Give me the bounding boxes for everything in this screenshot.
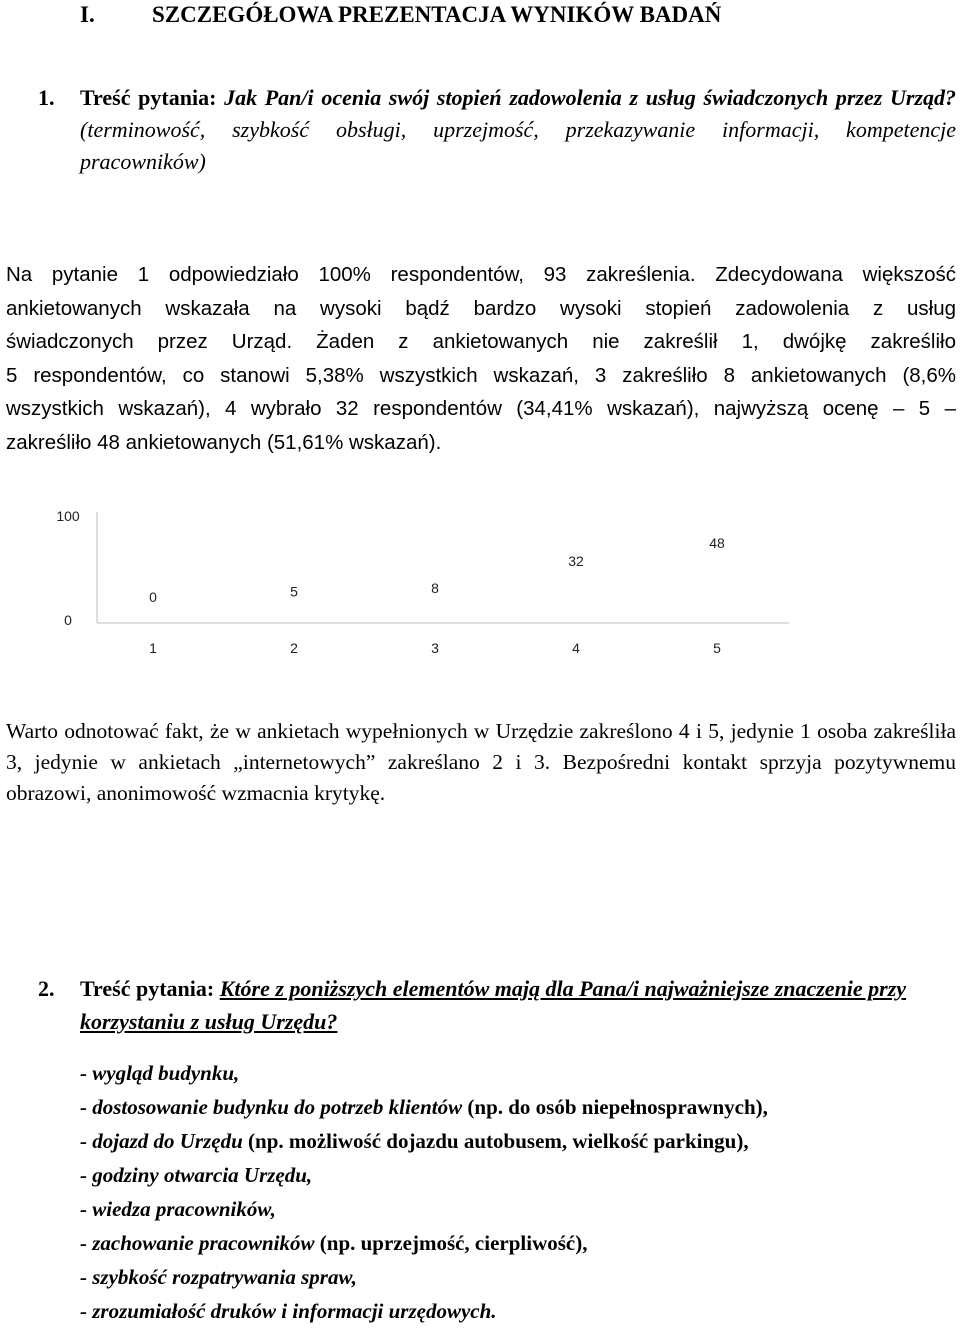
y-tick-label: 100 [56,508,80,524]
rating-chart [0,490,960,670]
option-lead: - szybkość rozpatrywania spraw, [80,1265,357,1289]
summary-line: Na pytanie 1 odpowiedziało 100% respondentów, 93 zakreślenia. Zdecydowana większość [6,263,956,286]
data-label: 0 [149,589,157,605]
section-title: SZCZEGÓŁOWA PREZENTACJA WYNIKÓW BADAŃ [152,2,722,27]
question-2-number: 2. [38,976,55,1001]
option-lead: - dojazd do Urzędu [80,1129,243,1153]
data-label: 8 [431,580,439,597]
question-1-text: Jak Pan/i ocenia swój stopień zadowolenia z usług świadczonych przez Urząd? [224,85,956,110]
question-1-label: Treść pytania: [80,85,217,110]
option-lead: - wiedza pracowników, [80,1197,276,1221]
data-label: 32 [568,553,584,570]
option-lead: - dostosowanie budynku do potrzeb klientów [80,1095,463,1119]
note-paragraph: Warto odnotować fakt, że w ankietach wypełnionych w Urzędzie zakreślono 4 i 5, jedynie 1 osoba zakreśliła 3, jedynie w ankietach „internetowych” zakreślano 2 i 3. Bezpośredni kontakt sprzyja pozytywnemu obrazowi, anonimowość wzmacnia krytykę. [6,719,956,805]
option-lead: - godziny otwarcia Urzędu, [80,1163,313,1187]
summary-line: ankietowanych wskazała na wysoki bądź bardzo wysoki stopień zadowolenia z usług [6,296,956,320]
question-2-block [38,972,956,1038]
option-rest: (np. możliwość dojazdu autobusem, wielkość parkingu), [242,1129,749,1153]
x-tick-label: 5 [713,640,721,656]
summary-line: świadczonych przez Urząd. Żaden z ankietowanych nie zakreślił 1, dwójkę zakreśliło [6,330,956,353]
x-tick-label: 1 [149,640,157,656]
question-2-label: Treść pytania: [80,976,215,1001]
list-item [80,1124,768,1158]
data-label: 5 [290,583,298,600]
question-1-number: 1. [38,85,55,110]
data-label: 48 [709,535,725,552]
list-item [80,1158,768,1192]
option-lead: - wygląd budynku, [80,1061,240,1085]
option-lead: - zachowanie pracowników [80,1231,315,1255]
question-2-text: Które z poniższych elementów mają dla Pana/i najważniejsze znaczenie przy korzystaniu z usług Urzędu? [80,976,907,1034]
option-rest: (np. uprzejmość, cierpliwość), [314,1231,588,1255]
list-item [80,1260,768,1294]
section-number: I. [80,2,95,27]
question-1-criteria: (terminowość, szybkość obsługi, uprzejmość, przekazywanie informacji, kompetencje pracowników) [80,117,956,174]
summary-paragraph [6,258,956,459]
summary-line: wszystkich wskazań), 4 wybrało 32 respondentów (34,41% wskazań), najwyższą ocenę – 5 – [6,397,956,420]
y-tick-label: 0 [64,612,72,628]
x-tick-label: 2 [290,640,298,656]
x-tick-label: 4 [572,640,580,656]
section-heading [80,2,721,28]
option-rest: (np. do osób niepełnosprawnych), [462,1095,768,1119]
question-1-block [38,82,956,178]
option-lead: - zrozumiałość druków i informacji urzędowych. [80,1299,497,1323]
options-list [80,1056,768,1328]
list-item [80,1090,768,1124]
x-tick-label: 3 [431,640,439,656]
list-item [80,1192,768,1226]
list-item [80,1056,768,1090]
list-item [80,1226,768,1260]
summary-line: 5 respondentów, co stanowi 5,38% wszystkich wskazań, 3 zakreśliło 8 ankietowanych (8,6% [6,363,956,387]
summary-line: zakreśliło 48 ankietowanych (51,61% wskazań). [6,430,442,454]
